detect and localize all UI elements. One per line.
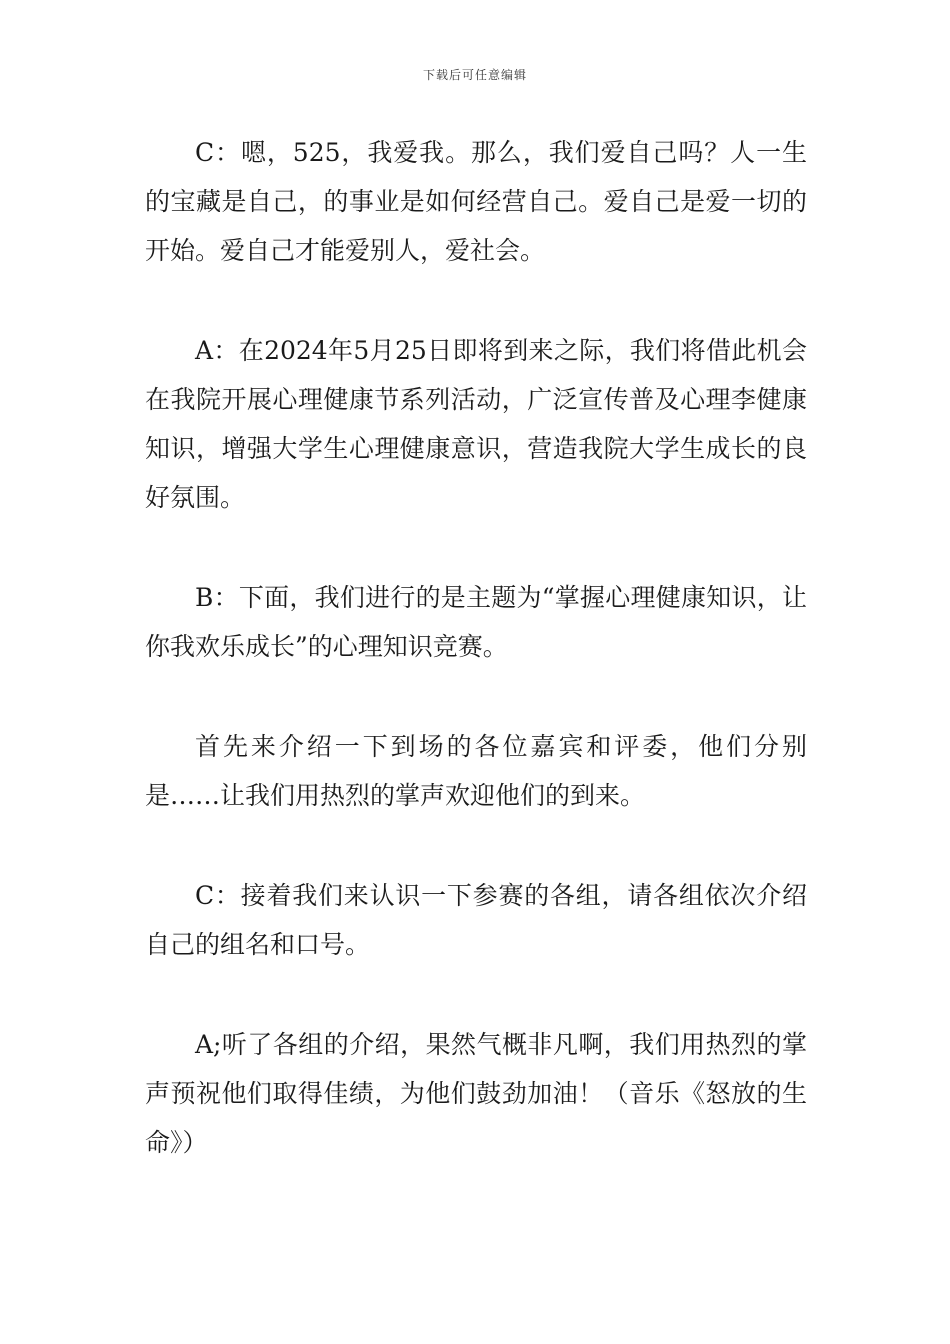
page-header: 下载后可任意编辑 — [422, 68, 527, 82]
paragraph-6: A;听了各组的介绍，果然气概非凡啊，我们用热烈的掌声预祝他们取得佳绩，为他们鼓劲加油！（音乐《怒放的生命》） — [145, 1030, 807, 1157]
paragraph-1: C：嗯，525，我爱我。那么，我们爱自己吗？人一生的宝藏是自己，的事业是如何经营自己。爱自己是爱一切的开始。爱自己才能爱别人，爱社会。 — [145, 138, 807, 265]
paragraph-4: 首先来介绍一下到场的各位嘉宾和评委，他们分别是……让我们用热烈的掌声欢迎他们的到来。 — [145, 732, 807, 810]
paragraph-3: B：下面，我们进行的是主题为“掌握心理健康知识，让你我欢乐成长”的心理知识竞赛。 — [145, 583, 807, 661]
document-body — [145, 128, 807, 1218]
paragraph-2: A：在2024年5月25日即将到来之际，我们将借此机会在我院开展心理健康节系列活动，广泛宣传普及心理李健康知识，增强大学生心理健康意识，营造我院大学生成长的良好氛围。 — [145, 336, 807, 512]
paragraph-5: C：接着我们来认识一下参赛的各组，请各组依次介绍自己的组名和口号。 — [145, 881, 807, 959]
